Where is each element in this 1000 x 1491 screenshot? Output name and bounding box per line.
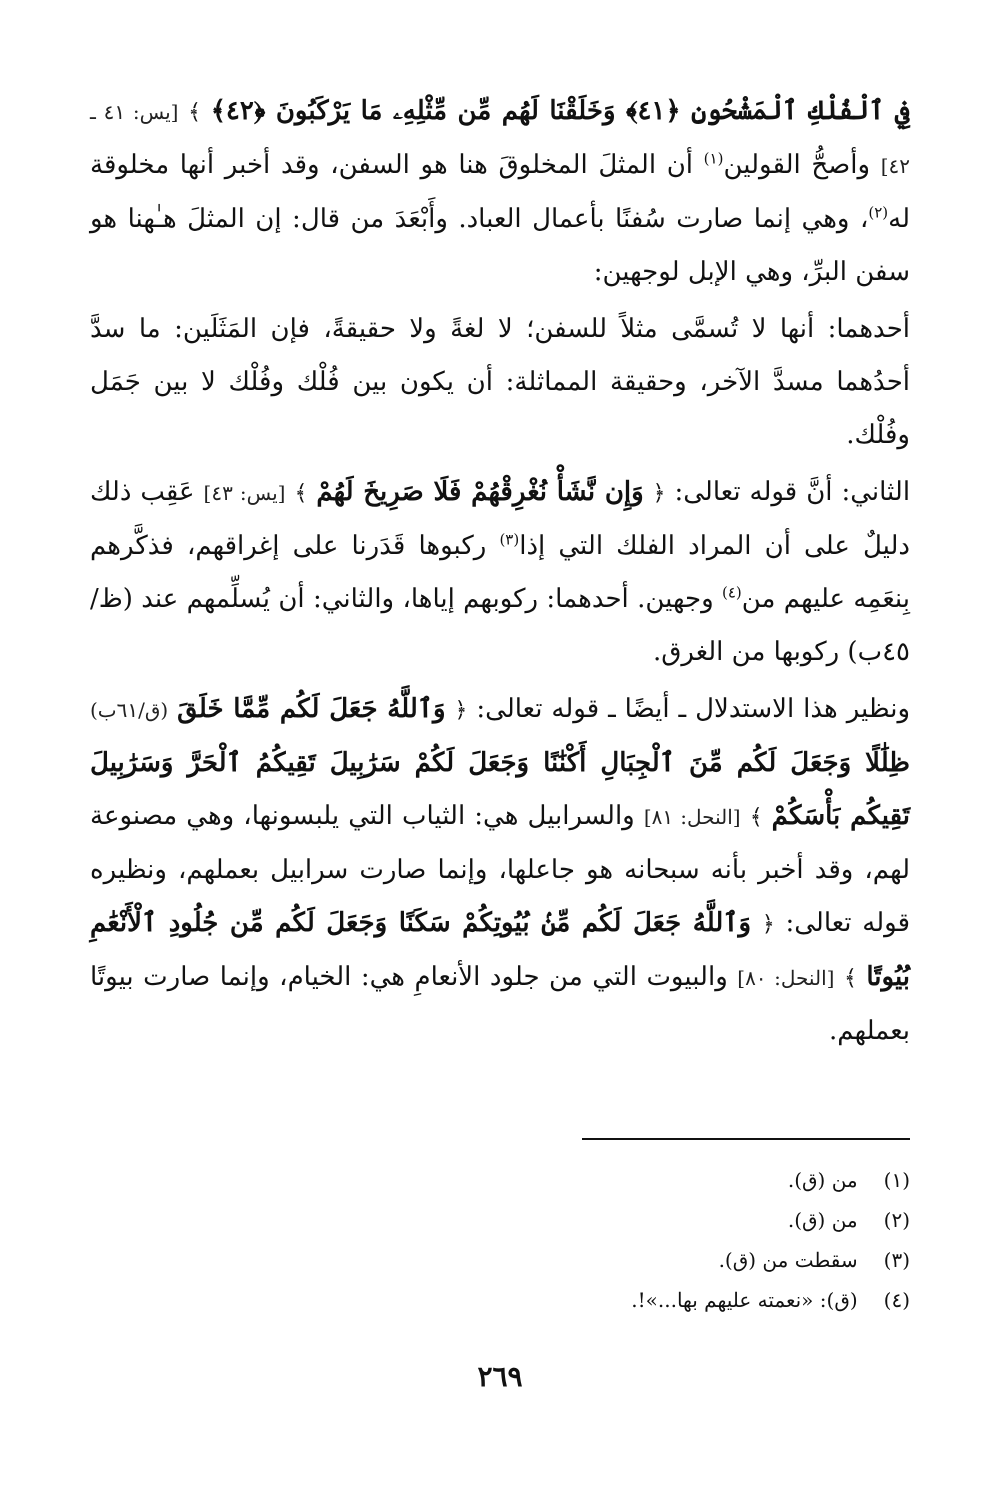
footnote (410, 1160, 910, 1200)
footnote-divider (582, 1138, 910, 1140)
footnote-marker: (١) (703, 149, 724, 168)
verse-reference: [يس: ٤٣] (203, 481, 286, 505)
paragraph-text: وأصحُّ القولين (723, 150, 871, 180)
footnote-text: من (ق). (787, 1168, 858, 1192)
page-number: ٢٦٩ (477, 1360, 523, 1393)
paragraph-text: ونظير هذا الاستدلال ـ أيضًا ـ قوله تعالى: (467, 694, 911, 724)
paragraph-text: وجهين. أحدهما: ركوبهم إياها، والثاني: أن يُسلِّمهم عند (ظ/٤٥ب) ركوبها من الغرق. (90, 584, 910, 667)
quran-verse: وَإِن نَّشَأْ نُغْرِقْهُمْ فَلَا صَرِيخَ لَهُمْ (316, 477, 644, 507)
footnote-text: سقطت من (ق). (718, 1248, 858, 1272)
paragraph-text: ركبوها قَدَرنا على إغراقهم، فذكَّرهم بِنعَمِه عليهم من (90, 531, 910, 614)
verse-close-bracket: ﴾ (294, 481, 308, 506)
footnote-marker: (٣) (499, 530, 520, 549)
paragraph-text: عَقِب ذلك دليلٌ على أن المراد الفلك التي إذا (90, 477, 911, 561)
footnote-number: (١) (883, 1168, 910, 1192)
verse-close-bracket: ﴾ (843, 966, 857, 991)
paragraph-3 (90, 466, 910, 679)
verse-close-bracket: ﴾ (188, 100, 202, 125)
page-body (90, 85, 910, 1058)
paragraph-text: أحدهما: أنها لا تُسمَّى مثلاً للسفن؛ لا لغةً ولا حقيقةً، فإن المَثَلَين: ما سدَّ أحدُهما مسدَّ الآخر، وحقيقة المماثلة: أن يكون بين فُلْك وفُلْك لا بين جَمَل وفُلْك. (90, 314, 910, 450)
paragraph-text: والسرابيل هي: الثياب التي يلبسونها، وهي مصنوعة لهم، وقد أخبر بأنه سبحانه هو جاعلها، وإنما صارت سرابيل بعملهم، ونظيره قوله تعالى: (90, 801, 911, 938)
paragraph-4 (90, 683, 910, 1058)
footnote-number: (٢) (883, 1208, 910, 1232)
verse-open-bracket: ﴿ (761, 912, 775, 937)
footnote (410, 1240, 910, 1280)
footnote (410, 1200, 910, 1240)
paragraph-2 (90, 303, 910, 462)
paragraph-text: الثاني: أنَّ قوله تعالى: (665, 477, 911, 507)
verse-close-bracket: ﴾ (749, 805, 763, 830)
verse-open-bracket: ﴿ (454, 698, 468, 723)
footnote-marker: (٢) (868, 203, 889, 222)
verse-open-bracket: ﴿ (652, 481, 666, 506)
verse-reference: [يس: ٤١ ـ ٤٢] (90, 100, 911, 178)
footnote-number: (٤) (883, 1288, 910, 1312)
quran-verse: فِي ٱلْفُلْكِ ٱلْمَشْحُونِ ﴿٤١﴾ وَخَلَقْنَا لَهُم مِّن مِّثْلِهِۦ مَا يَرْكَبُونَ ﴿٤٢﴾ (210, 96, 911, 126)
quran-verse: وَٱللَّهُ جَعَلَ لَكُم مِّنۢ بُيُوتِكُمْ سَكَنًا وَجَعَلَ لَكُم مِّن جُلُودِ ٱلْأَنْعَٰمِ بُيُوتًا (90, 908, 911, 992)
manuscript-marker: (ق/٦١ب) (90, 698, 169, 722)
footnotes (410, 1160, 910, 1320)
quran-verse: ظِلَٰلًا وَجَعَلَ لَكُم مِّنَ ٱلْجِبَالِ أَكْنَٰنًا وَجَعَلَ لَكُمْ سَرَٰبِيلَ تَقِيكُمُ ٱلْحَرَّ وَسَرَٰبِيلَ تَقِيكُم بَأْسَكُمْ (90, 748, 911, 831)
paragraph-1 (90, 85, 910, 299)
paragraph-text: والبيوت التي من جلود الأنعامِ هي: الخيام، وإنما صارت بيوتًا بعملهم. (90, 962, 910, 1046)
footnote-number: (٣) (883, 1248, 910, 1272)
paragraph-text: أن المثلَ المخلوقَ هنا هو السفن، وقد أخبر أنها مخلوقة له (90, 150, 910, 234)
footnote-text: من (ق). (787, 1208, 858, 1232)
footnote-marker: (٤) (721, 583, 742, 602)
paragraph-text: ، وهي إنما صارت سُفنًا بأعمال العباد. وأَبْعَدَ من قال: إن المثلَ هـٰهنا هو سفن البرِّ، وهي الإبل لوجهين: (90, 204, 910, 287)
verse-reference: [النحل: ٨١] (643, 805, 741, 829)
footnote (410, 1280, 910, 1320)
quran-verse: وَٱللَّهُ جَعَلَ لَكُم مِّمَّا خَلَقَ (177, 694, 446, 724)
footnote-text: (ق): «نعمته عليهم بها...»!. (631, 1288, 858, 1312)
verse-reference: [النحل: ٨٠] (737, 966, 835, 990)
